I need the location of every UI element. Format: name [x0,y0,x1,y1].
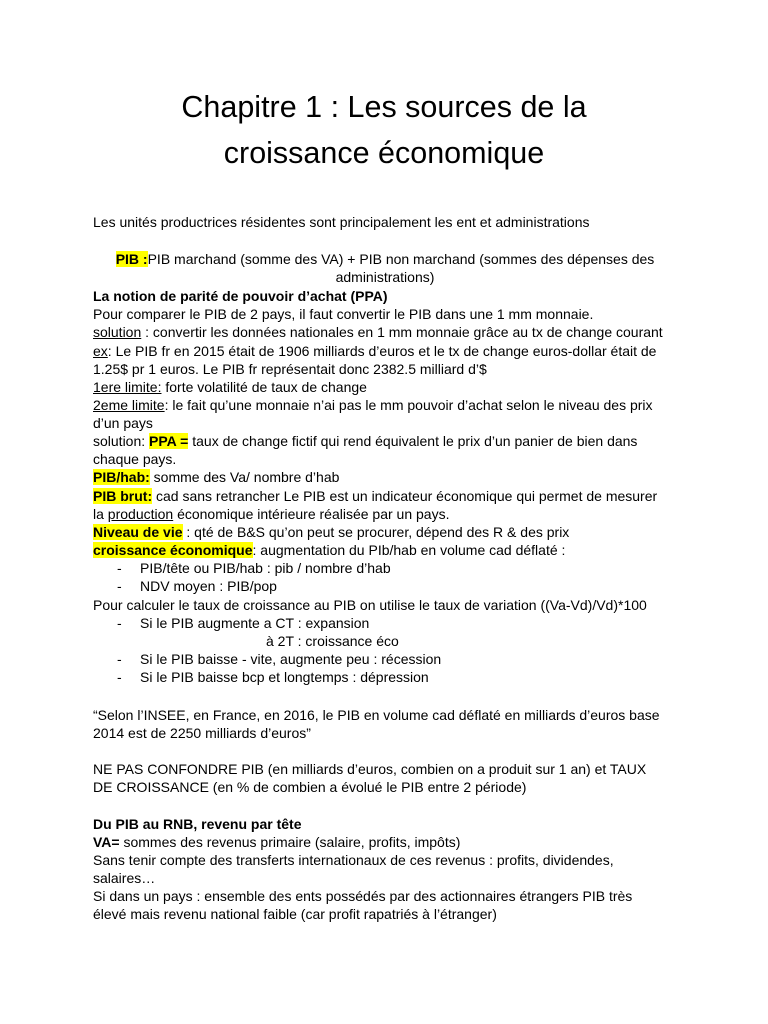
limit2-label: 2eme limite [93,397,165,413]
rnb-line-5: Si dans un pays : ensemble des ents possédés par des actionnaires étrangers PIB très [93,888,633,904]
sol2-text-1: taux de change fictif qui rend équivalent le prix d’un panier de bien dans [188,433,638,449]
niveau-definition [93,523,569,541]
bullet-dash: - [117,578,122,594]
niveau-label: Niveau de vie [93,524,183,540]
ppa-solution-2 [93,432,637,450]
ppa-label: PPA = [149,433,189,449]
pibbrut-label: PIB brut: [93,488,153,504]
pibbrut-text-1: cad sans retrancher Le PIB est un indicateur économique qui permet de mesurer [152,488,658,504]
list-item: Si le PIB baisse - vite, augmente peu : récession [140,651,442,667]
taux-line: Pour calculer le taux de croissance au PIB on utilise le taux de variation ((Va-Vd)/Vd)*100 [93,597,647,613]
sol2-text-2: chaque pays. [93,451,177,467]
ppa-line-1: Pour comparer le PIB de 2 pays, il faut convertir le PIB dans une 1 mm monnaie. [93,306,594,322]
rnb-line-3: Sans tenir compte des transferts internationaux de ces revenus : profits, dividendes, [93,852,614,868]
title-line-2: croissance économique [223,136,545,170]
ex-text-2: 1.25$ pr 1 euros. Le PIB fr représentait donc 2382.5 milliard d’$ [93,361,487,377]
page-title [0,84,768,176]
bullet-dash: - [117,669,122,685]
quote-line-2: 2014 est de 2250 milliards d’euros” [93,725,311,741]
note-line-2: DE CROISSANCE (en % de combien a évolué le PIB entre 2 période) [93,779,527,795]
ppa-limit-1 [93,378,367,396]
list-item: Si le PIB augmente a CT : expansion [140,615,370,631]
limit2-text-2: d’un pays [93,415,153,431]
ppa-limit-2 [93,396,653,414]
bullet-dash: - [117,615,122,631]
bullet-dash: - [117,560,122,576]
quote-line-1: “Selon l’INSEE, en France, en 2016, le PIB en volume cad déflaté en milliards d’euros base [93,707,660,723]
croissance-label: croissance économique [93,542,253,558]
pib-text-1: PIB marchand (somme des VA) + PIB non marchand (sommes des dépenses des [147,251,655,267]
intro-text: Les unités productrices résidentes sont principalement les ent et administrations [93,214,590,230]
limit1-text: forte volatilité de taux de change [161,379,367,395]
croissance-definition [93,541,565,559]
va-label: VA= [93,834,120,850]
pibbrut-definition [93,487,657,505]
ppa-solution [93,323,663,341]
pibbrut-text-2b: économique intérieure réalisée par un pays. [173,506,450,522]
rnb-line-4: salaires… [93,870,156,886]
sol2-prefix: solution: [93,433,150,449]
pibhab-label: PIB/hab: [93,469,150,485]
pib-label: PIB : [115,251,148,267]
croissance-text: : augmentation du PIb/hab en volume cad déflaté : [252,542,566,558]
limit2-text-1: : le fait qu’une monnaie n’ai pas le mm pouvoir d’achat selon le niveau des prix [164,397,653,413]
list-item: NDV moyen : PIB/pop [140,578,277,594]
list-item-sub: à 2T : croissance éco [266,633,399,649]
ppa-heading: La notion de parité de pouvoir d’achat (PPA) [93,288,388,304]
rnb-heading: Du PIB au RNB, revenu par tête [93,816,302,832]
va-text: sommes des revenus primaire (salaire, profits, impôts) [119,834,461,850]
niveau-text: : qté de B&S qu’on peut se procurer, dépend des R & des prix [182,524,570,540]
pib-definition [93,250,677,268]
list-item: Si le PIB baisse bcp et longtemps : dépression [140,669,429,685]
limit1-label: 1ere limite: [93,379,162,395]
ex-label: ex [93,343,108,359]
note-line-1: NE PAS CONFONDRE PIB (en milliards d’euros, combien on a produit sur 1 an) et TAUX [93,761,647,777]
list-item: PIB/tête ou PIB/hab : pib / nombre d’hab [140,560,391,576]
pibhab-text: somme des Va/ nombre d’hab [149,469,340,485]
va-definition [93,833,460,851]
bullet-dash: - [117,651,122,667]
ex-text-1: : Le PIB fr en 2015 était de 1906 milliards d’euros et le tx de change euros-dollar était de [107,343,657,359]
ppa-example [93,342,656,360]
title-line-1: Chapitre 1 : Les sources de la [181,90,587,124]
pibbrut-line-2 [93,505,449,523]
pib-text-2: administrations) [335,269,435,285]
pibbrut-text-2a: la [93,506,108,522]
rnb-line-6: élevé mais revenu national faible (car profit rapatriés à l’étranger) [93,906,497,922]
solution-label: solution [93,324,142,340]
production-word: production [107,506,174,522]
solution-text: : convertir les données nationales en 1 mm monnaie grâce au tx de change courant [141,324,663,340]
pibhab-definition [93,468,339,486]
